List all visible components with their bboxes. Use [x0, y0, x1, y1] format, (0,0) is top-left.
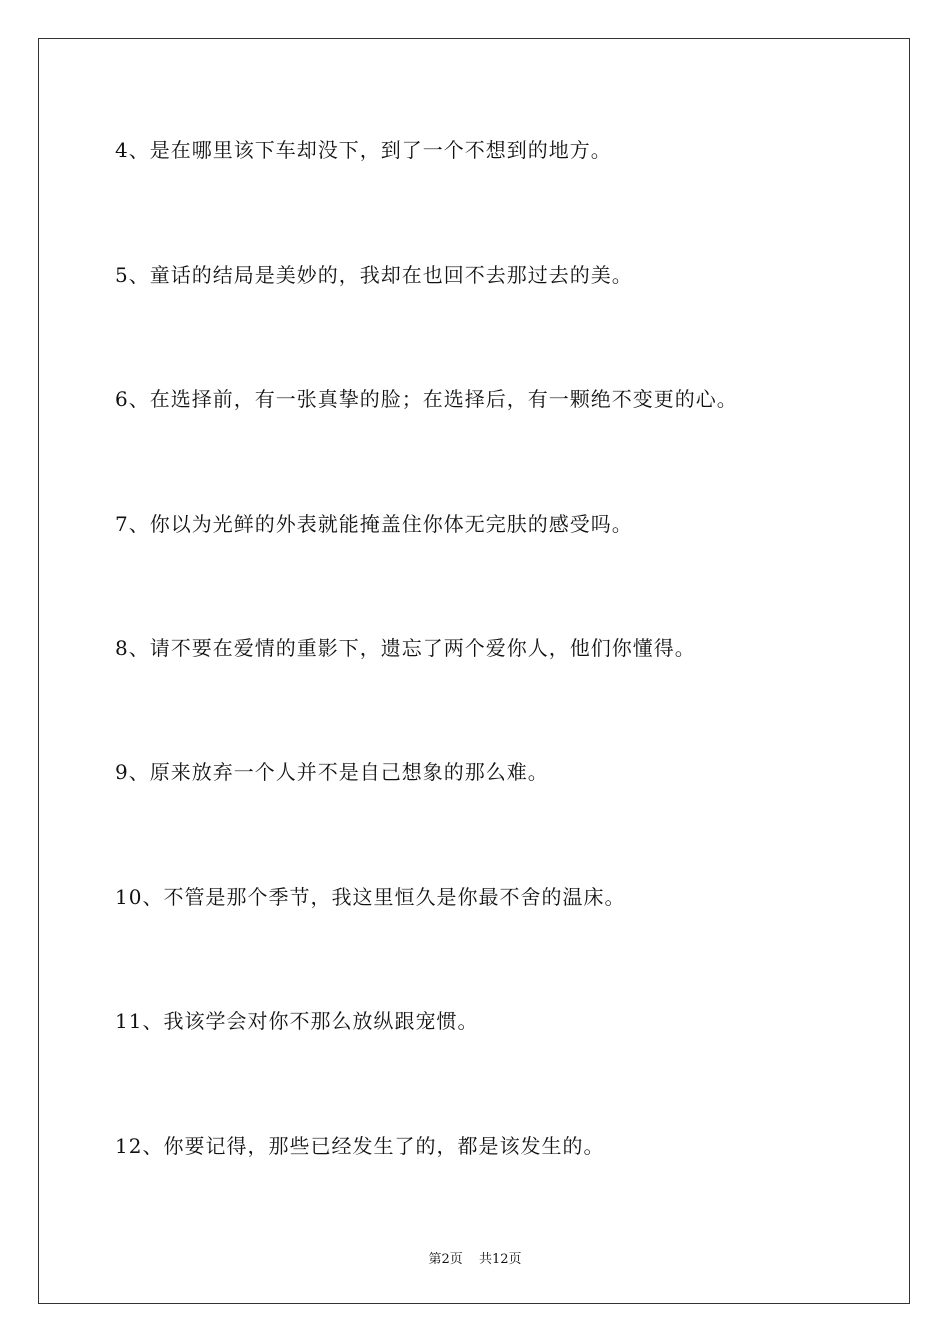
- list-item: 11、我该学会对你不那么放纵跟宠惯。: [115, 1009, 479, 1033]
- page-footer: [0, 1248, 950, 1267]
- list-item: 10、不管是那个季节，我这里恒久是你最不舍的温床。: [115, 885, 626, 909]
- page-frame: [38, 38, 910, 1304]
- page-total: 共12页: [478, 1252, 522, 1267]
- list-item: 8、请不要在爱情的重影下，遗忘了两个爱你人，他们你懂得。: [115, 636, 696, 660]
- list-item: 9、原来放弃一个人并不是自己想象的那么难。: [115, 760, 549, 784]
- list-item: 6、在选择前，有一张真挚的脸；在选择后，有一颗绝不变更的心。: [115, 387, 738, 411]
- list-item: 12、你要记得，那些已经发生了的，都是该发生的。: [115, 1134, 605, 1158]
- list-item: 4、是在哪里该下车却没下，到了一个不想到的地方。: [115, 138, 612, 162]
- list-item: 5、童话的结局是美妙的，我却在也回不去那过去的美。: [115, 263, 633, 287]
- page-number: 第2页: [428, 1252, 463, 1267]
- list-item: 7、你以为光鲜的外表就能掩盖住你体无完肤的感受吗。: [115, 512, 633, 536]
